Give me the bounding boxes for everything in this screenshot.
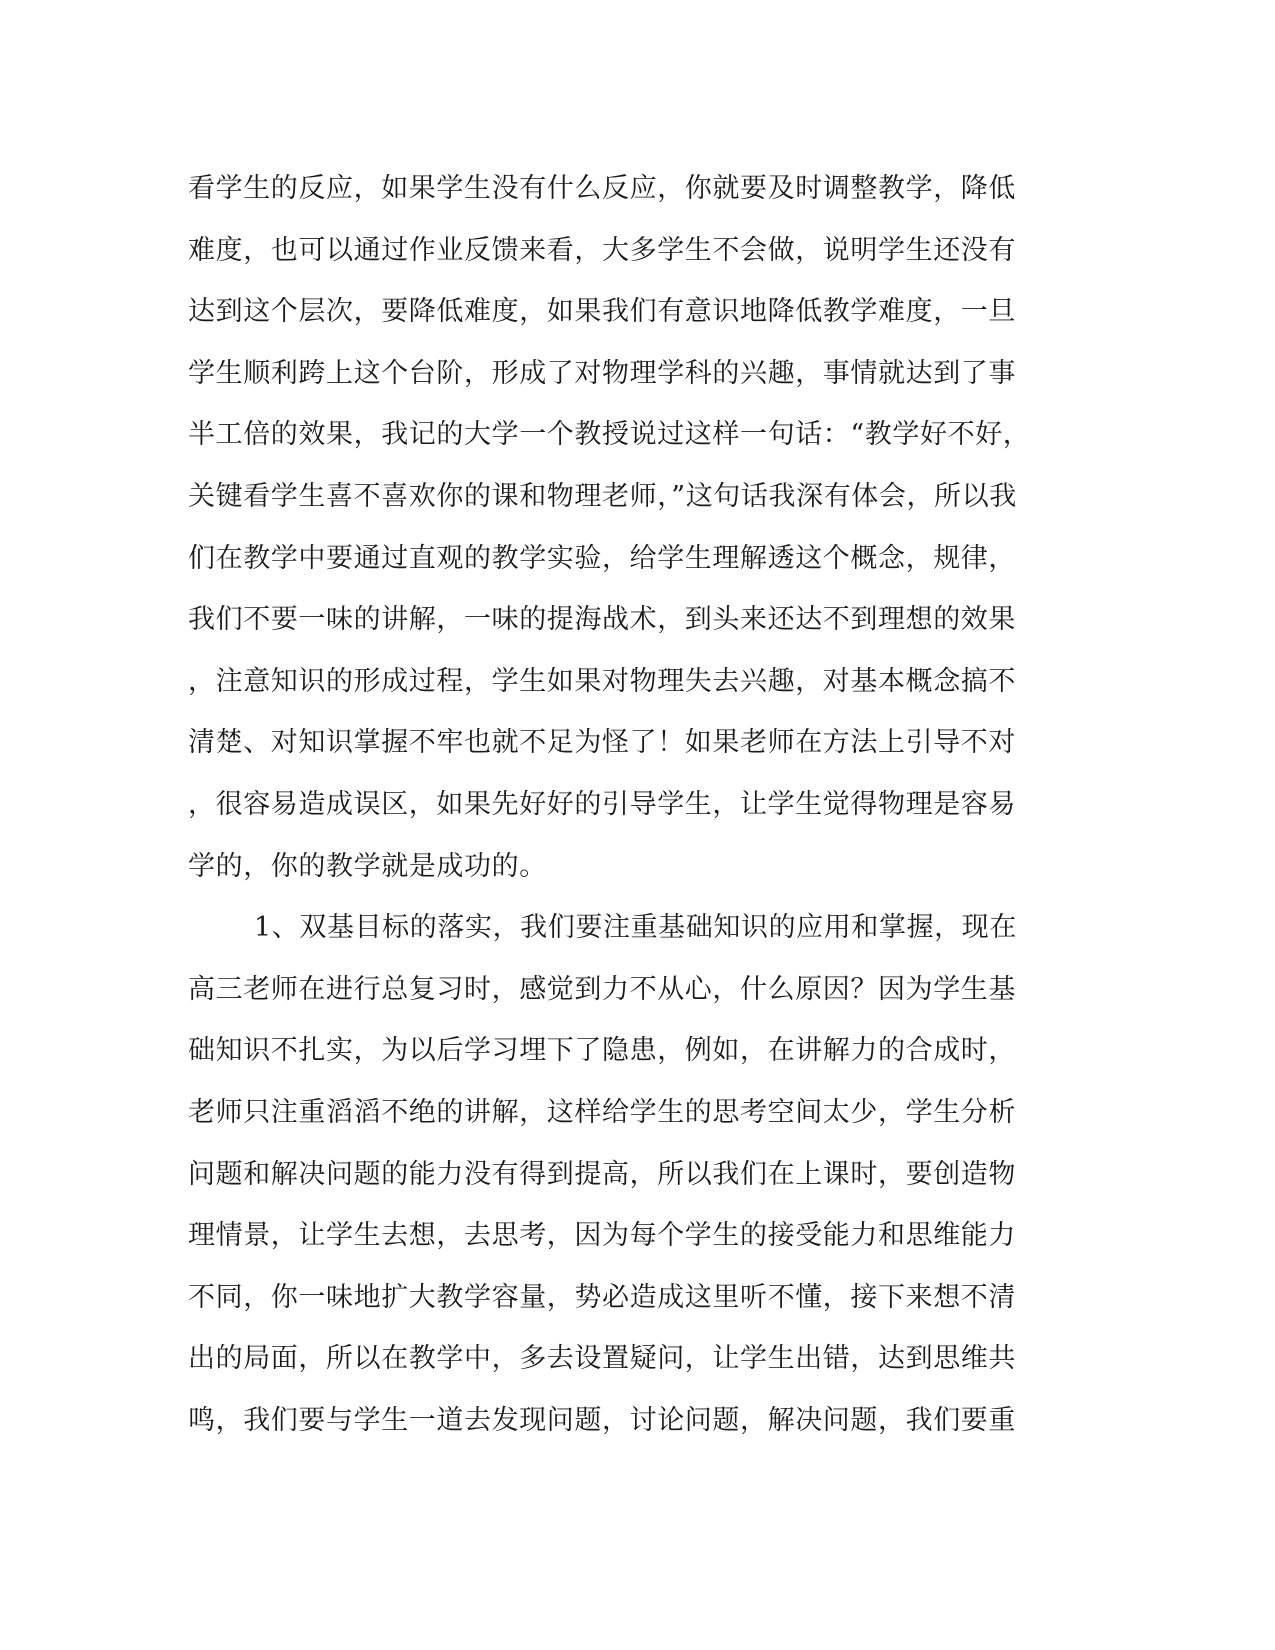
text-line: 老师只注重滔滔不绝的讲解，这样给学生的思考空间太少，学生分析 [188, 1096, 1016, 1128]
text-line: ，注意知识的形成过程，学生如果对物理失去兴趣，对基本概念搞不 [188, 665, 1016, 697]
body-text [188, 158, 1068, 1451]
text-line: ，很容易造成误区，如果先好好的引导学生，让学生觉得物理是容易 [188, 788, 1016, 820]
text-line: 半工倍的效果，我记的大学一个教授说过这样一句话：“教学好不好， [188, 419, 1031, 451]
text-line: 出的局面，所以在教学中，多去设置疑问，让学生出错，达到思维共 [188, 1343, 1016, 1375]
text-line: 高三老师在进行总复习时，感觉到力不从心，什么原因？因为学生基 [188, 973, 1016, 1005]
text-line: 们在教学中要通过直观的教学实验，给学生理解透这个概念，规律， [188, 542, 1016, 574]
text-line: 鸣，我们要与学生一道去发现问题，讨论问题，解决问题，我们要重 [188, 1404, 1016, 1436]
text-line: 达到这个层次，要降低难度，如果我们有意识地降低教学难度，一旦 [188, 296, 1016, 328]
text-line: 难度，也可以通过作业反馈来看，大多学生不会做，说明学生还没有 [188, 234, 1016, 266]
text-line: 1、双基目标的落实，我们要注重基础知识的应用和掌握，现在 [254, 912, 1017, 944]
text-line: 看学生的反应，如果学生没有什么反应，你就要及时调整教学，降低 [188, 173, 1016, 204]
text-line: 我们不要一味的讲解，一味的提海战术，到头来还达不到理想的效果 [188, 604, 1016, 636]
text-line: 学的，你的教学就是成功的。 [188, 850, 547, 882]
text-line: 清楚、对知识掌握不牢也就不足为怪了！如果老师在方法上引导不对 [188, 727, 1016, 759]
text-line: 问题和解决问题的能力没有得到提高，所以我们在上课时，要创造物 [188, 1158, 1016, 1190]
text-line: 关键看学生喜不喜欢你的课和物理老师，”这句话我深有体会，所以我 [188, 480, 1017, 512]
text-line: 不同，你一味地扩大教学容量，势必造成这里听不懂，接下来想不清 [188, 1281, 1016, 1313]
text-line: 理情景，让学生去想，去思考，因为每个学生的接受能力和思维能力 [188, 1220, 1016, 1252]
text-line: 础知识不扎实，为以后学习埋下了隐患，例如，在讲解力的合成时， [188, 1035, 1016, 1067]
text-line: 学生顺利跨上这个台阶，形成了对物理学科的兴趣，事情就达到了事 [188, 357, 1016, 389]
